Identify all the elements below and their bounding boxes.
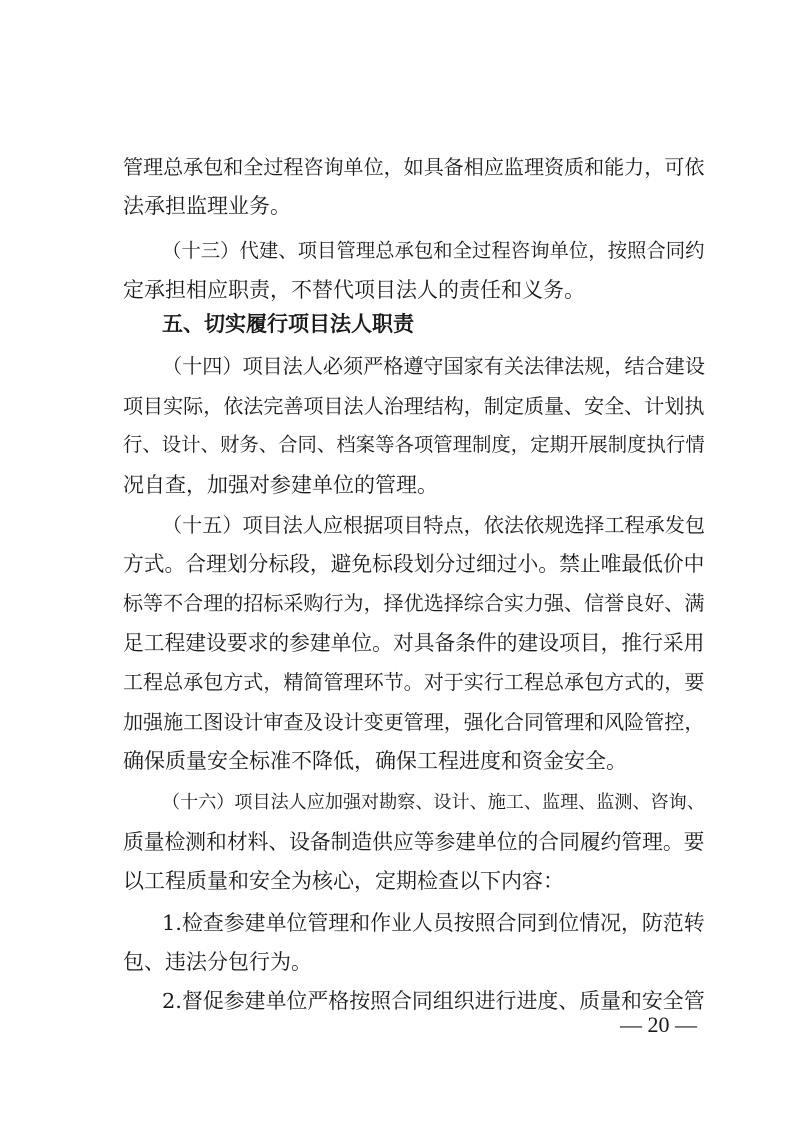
body-text-line: 确保质量安全标准不降低，确保工程进度和资金安全。 <box>123 749 627 773</box>
body-text-line: （十六）项目法人应加强对勘察、设计、施工、监理、监测、咨询、 <box>162 792 705 813</box>
body-text-line: 质量检测和材料、设备制造供应等参建单位的合同履约管理。要 <box>123 830 705 854</box>
body-text-line: 况自查，加强对参建单位的管理。 <box>123 473 438 497</box>
body-text-line: 定承担相应职责，不替代项目法人的责任和义务。 <box>123 278 585 302</box>
body-text-line: 项目实际，依法完善项目法人治理结构，制定质量、安全、计划执 <box>123 394 705 418</box>
body-text-line: 以工程质量和安全为核心，定期检查以下内容： <box>123 869 564 893</box>
section-heading: 五、切实履行项目法人职责 <box>162 312 414 336</box>
body-text-line: 标等不合理的招标采购行为，择优选择综合实力强、信誉良好、满 <box>123 591 705 615</box>
body-text-line: 包、违法分包行为。 <box>123 950 312 974</box>
body-text-line: （十五）项目法人应根据项目特点，依法依规选择工程承发包 <box>162 513 705 537</box>
body-text-line: 法承担监理业务。 <box>123 194 291 218</box>
body-text-line: 足工程建设要求的参建单位。对具备条件的建设项目，推行采用 <box>123 631 705 655</box>
body-text-line: 管理总承包和全过程咨询单位，如具备相应监理资质和能力，可依 <box>123 155 705 179</box>
body-text-line: 工程总承包方式，精简管理环节。对于实行工程总承包方式的，要 <box>123 670 705 694</box>
body-text-line: 行、设计、财务、合同、档案等各项管理制度，定期开展制度执行情 <box>123 433 705 456</box>
body-text-line: 1.检查参建单位管理和作业人员按照合同到位情况，防范转 <box>162 911 705 935</box>
body-text-line: 方式。合理划分标段，避免标段划分过细过小。禁止唯最低价中 <box>123 552 705 576</box>
body-text-line: 加强施工图设计审查及设计变更管理，强化合同管理和风险管控， <box>123 710 705 734</box>
page-number: — 20 — <box>620 1012 697 1037</box>
body-text-line: （十三）代建、项目管理总承包和全过程咨询单位，按照合同约 <box>162 239 705 262</box>
body-text-line: （十四）项目法人必须严格遵守国家有关法律法规，结合建设 <box>162 354 705 378</box>
body-text-line: 2.督促参建单位严格按照合同组织进行进度、质量和安全管 <box>162 989 705 1013</box>
